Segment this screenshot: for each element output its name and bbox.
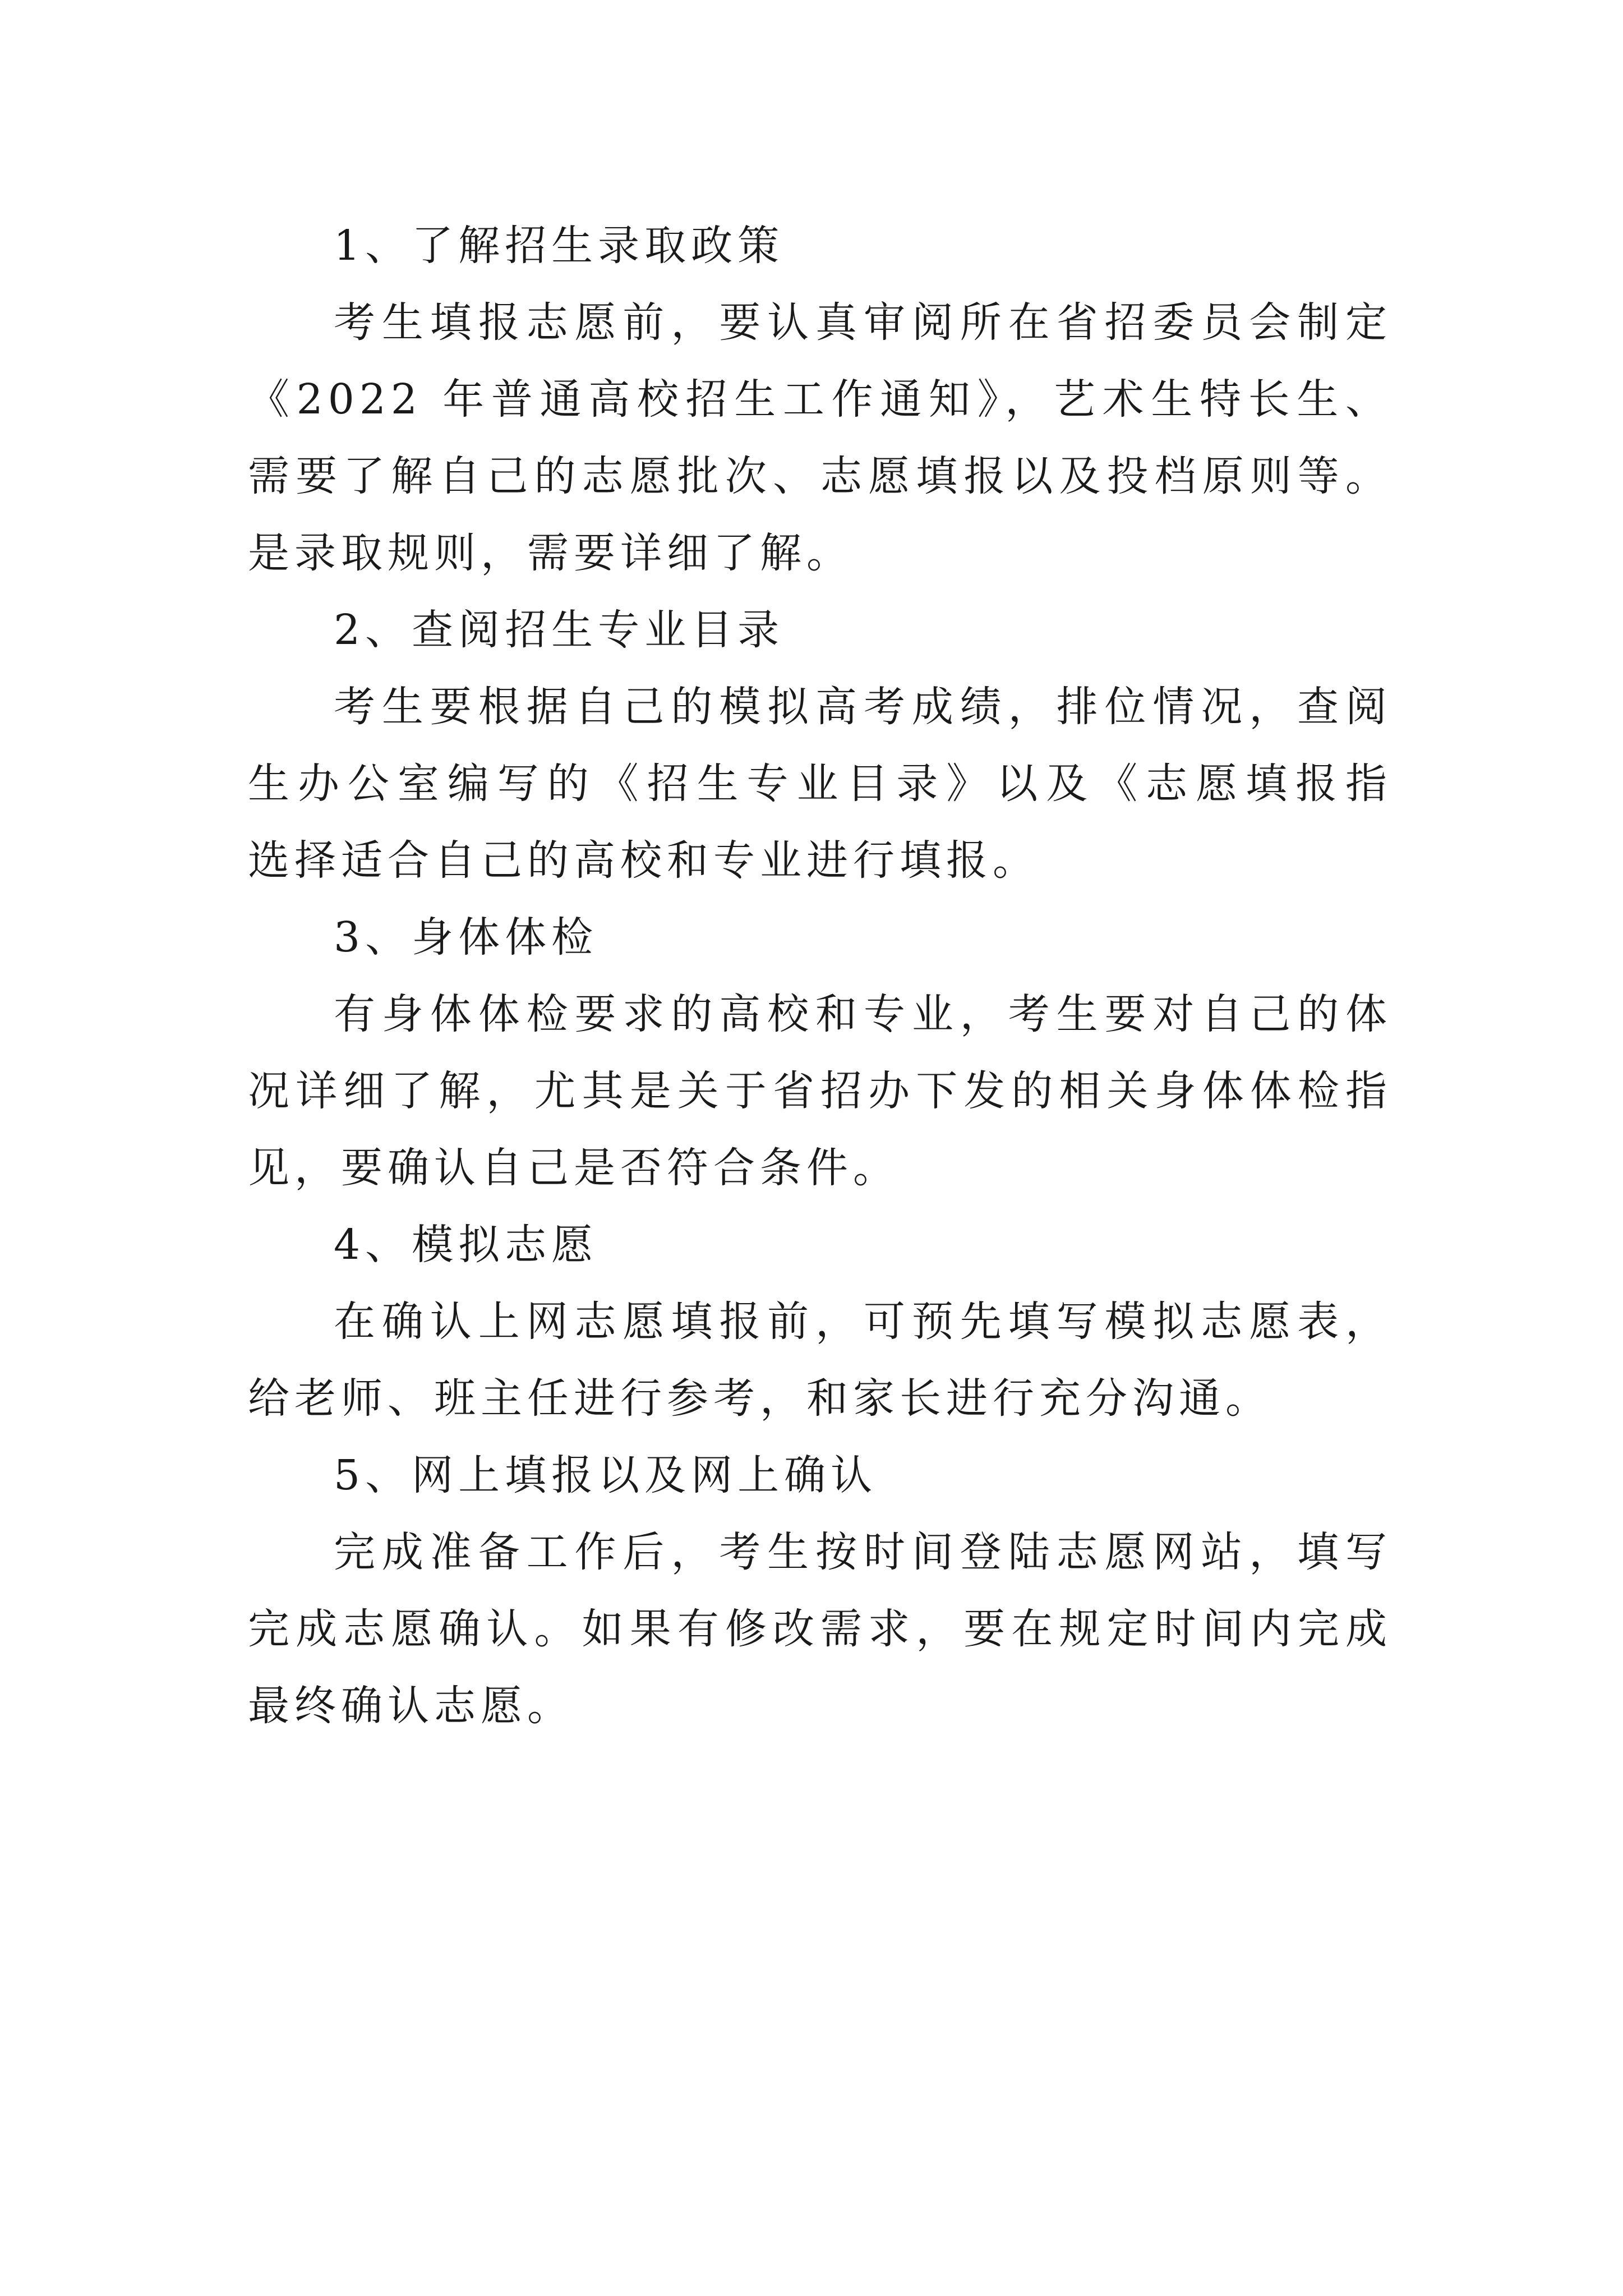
paragraph-line: 在确认上网志愿填报前，可预先填写模拟志愿表， [334,1297,1392,1346]
paragraph-line: 是录取规则，需要详细了解。 [248,529,853,577]
paragraph-line: 有身体体检要求的高校和专业，考生要对自己的体 [334,990,1392,1038]
paragraph-line: 选择适合自己的高校和专业进行填报。 [248,836,1039,885]
section-5 [248,1437,1392,1745]
paragraph-line: 《2022 年普通高校招生工作通知》，艺术生特长生、 [248,375,1392,424]
section-4 [248,1207,1392,1437]
paragraph-line: 况详细了解，尤其是关于省招办下发的相关身体体检指 [248,1067,1392,1115]
paragraph-line: 最终确认志愿。 [248,1682,574,1730]
section-heading: 1、了解招生录取政策 [334,222,785,270]
section-3 [248,899,1392,1207]
section-heading: 4、模拟志愿 [334,1221,598,1269]
paragraph-line: 考生填报志愿前，要认真审阅所在省招委员会制定 [334,298,1392,347]
section-1 [248,208,1392,592]
paragraph-line: 见，要确认自己是否符合条件。 [248,1144,900,1192]
paragraph-line: 生办公室编写的《招生专业目录》以及《志愿填报指 [248,760,1392,808]
section-heading: 5、网上填报以及网上确认 [334,1451,878,1499]
paragraph-line: 给老师、班主任进行参考，和家长进行充分沟通。 [248,1374,1272,1423]
section-heading: 3、身体体检 [334,913,598,961]
section-heading: 2、查阅招生专业目录 [334,606,785,654]
paragraph-line: 需要了解自己的志愿批次、志愿填报以及投档原则等。 [248,452,1392,500]
paragraph-line: 完成志愿确认。如果有修改需求，要在规定时间内完成 [248,1605,1392,1653]
section-2 [248,592,1392,899]
document-page [248,208,1392,1745]
paragraph-line: 完成准备工作后，考生按时间登陆志愿网站，填写 [334,1528,1392,1576]
paragraph-line: 考生要根据自己的模拟高考成绩，排位情况，查阅 [334,683,1392,731]
